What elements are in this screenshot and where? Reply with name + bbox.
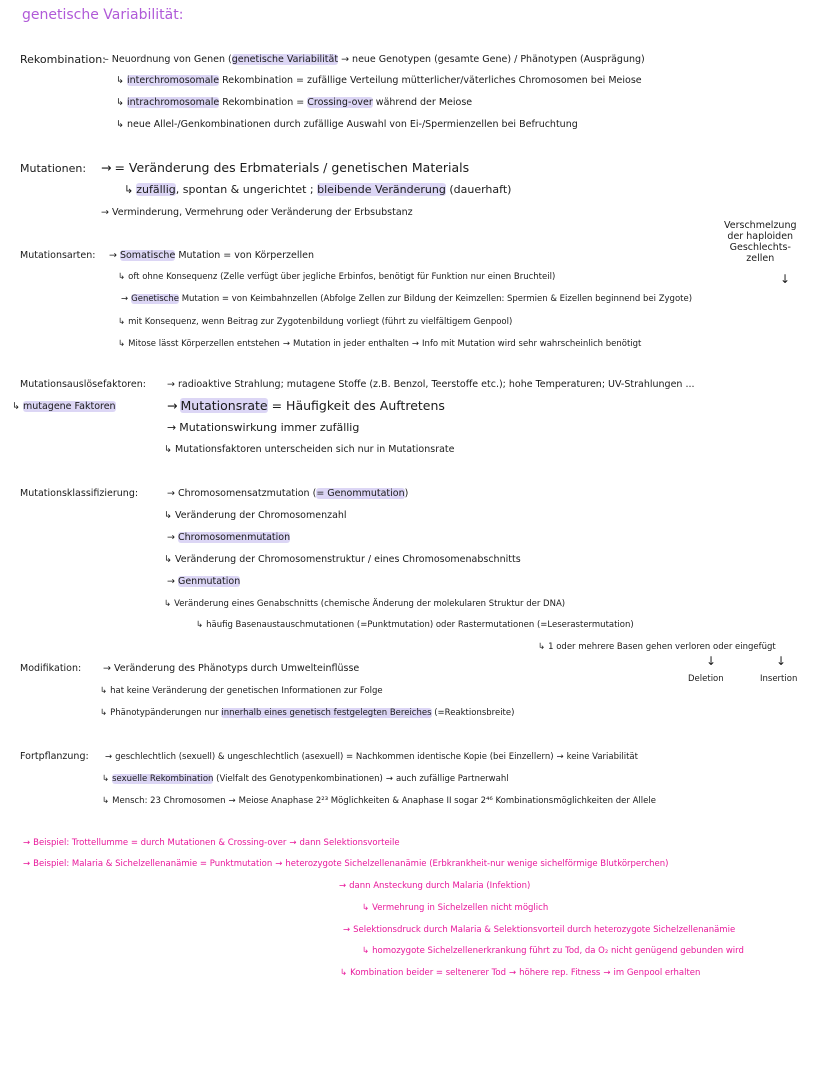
klass-line-8: ↳ 1 oder mehrere Basen gehen verloren oder eingefügt: [538, 642, 776, 652]
hook-arrow-icon: ↳: [118, 272, 126, 282]
rekombination-line-1: – Neuordnung von Genen (genetische Variabilität → neue Genotypen (gesamte Gene) / Phänotypen (Ausprägung): [104, 54, 645, 65]
hook-arrow-icon: ↳: [362, 946, 370, 956]
arrow-icon: →: [385, 774, 393, 784]
hook-arrow-icon: ↳: [116, 97, 124, 108]
arrow-icon: →: [105, 752, 113, 762]
klass-line-7: ↳ häufig Basenaustauschmutationen (=Punktmutation) oder Rastermutationen (=Leserastermutation): [196, 620, 634, 630]
fortpflanzung-line-3: ↳ Mensch: 23 Chromosomen → Meiose Anaphase 2²³ Möglichkeiten & Anaphase II sogar 2⁴⁶ Kombinationsmöglichkeiten der Allele: [102, 796, 656, 806]
arrow-icon: →: [509, 968, 517, 978]
hook-arrow-icon: ↳: [118, 317, 126, 327]
klass-line-4: ↳ Veränderung der Chromosomenstruktur / eines Chromosomenabschnitts: [164, 554, 521, 565]
hook-arrow-icon: ↳: [118, 339, 126, 349]
arrow-icon: →: [101, 207, 109, 218]
mutationen-line-3: → Verminderung, Vermehrung oder Veränderung der Erbsubstanz: [101, 207, 413, 218]
ausloese-line-3: → Mutationswirkung immer zufällig: [167, 421, 360, 434]
hook-arrow-icon: ↳: [362, 903, 370, 913]
modifikation-line-2: ↳ hat keine Veränderung der genetischen Informationen zur Folge: [100, 686, 383, 696]
arrow-icon: →: [343, 925, 351, 935]
hook-arrow-icon: ↳: [100, 686, 108, 696]
rekombination-label: Rekombination:: [20, 53, 106, 66]
beispiel-line-4: ↳ Vermehrung in Sichelzellen nicht möglich: [362, 903, 549, 913]
beispiel-1: → Beispiel: Trottellumme = durch Mutationen & Crossing-over → dann Selektionsvorteile: [23, 838, 400, 848]
klass-line-6: ↳ Veränderung eines Genabschnitts (chemische Änderung der molekularen Struktur der DNA): [164, 599, 566, 609]
rekombination-line-4: ↳ neue Allel-/Genkombinationen durch zufällige Auswahl von Ei-/Spermienzellen bei Befruchtung: [116, 119, 578, 130]
mutationsarten-line-4: ↳ mit Konsequenz, wenn Beitrag zur Zygotenbildung vorliegt (führt zu vielfältigem Genpool): [118, 317, 513, 327]
klass-line-2: ↳ Veränderung der Chromosomenzahl: [164, 510, 347, 521]
hook-arrow-icon: ↳: [164, 510, 172, 521]
hook-arrow-icon: ↳: [164, 599, 172, 609]
modifikation-label: Modifikation:: [20, 663, 82, 674]
mutationsarten-line-3: → Genetische Mutation = von Keimbahnzellen (Abfolge Zellen zur Bildung der Keimzellen: Spermien & Eizellen beginnend bei Zygote): [121, 294, 693, 304]
arrow-icon: →: [228, 796, 236, 806]
ausloese-label: Mutationsauslösefaktoren:: [20, 379, 146, 390]
arrow-icon: →: [23, 838, 31, 848]
hook-arrow-icon: ↳: [340, 968, 348, 978]
arrow-icon: →: [275, 859, 283, 869]
klass-line-1: → Chromosomensatzmutation (= Genommutation): [167, 488, 409, 499]
mutationen-line-1: → = Veränderung des Erbmaterials / genetischen Materials: [101, 160, 470, 175]
arrow-icon: →: [411, 339, 420, 349]
arrow-icon: →: [109, 250, 117, 261]
ausloese-line-1: → radioaktive Strahlung; mutagene Stoffe (z.B. Benzol, Teerstoffe etc.); hohe Temperaturen; UV-Strahlungen ...: [167, 379, 695, 390]
fortpflanzung-line-2: ↳ sexuelle Rekombination (Vielfalt des Genotypenkombinationen) → auch zufällige Partnerwahl: [102, 774, 509, 784]
hook-arrow-icon: ↳: [12, 401, 20, 412]
beispiel-2: → Beispiel: Malaria & Sichelzellenanämie = Punktmutation → heterozygote Sichelzellenanämie (Erbkrankheit-nur wenige sichelförmige Blutkörperchen): [23, 859, 669, 869]
arrow-icon: →: [121, 294, 129, 304]
hook-arrow-icon: ↳: [196, 620, 204, 630]
down-arrow-icon: ↓: [780, 272, 791, 286]
modifikation-line-3: ↳ Phänotypänderungen nur innerhalb eines genetisch festgelegten Bereiches (=Reaktionsbreite): [100, 708, 515, 718]
mutationsarten-line-2: ↳ oft ohne Konsequenz (Zelle verfügt über jegliche Erbinfos, benötigt für Funktion nur einen Bruchteil): [118, 272, 556, 282]
arrow-icon: →: [101, 160, 112, 175]
hook-arrow-icon: ↳: [100, 708, 108, 718]
ausloese-line-4: ↳ Mutationsfaktoren unterscheiden sich nur in Mutationsrate: [164, 444, 455, 455]
klass-line-5: → Genmutation: [167, 576, 241, 587]
fortpflanzung-label: Fortpflanzung:: [20, 751, 89, 762]
fortpflanzung-line-1: → geschlechtlich (sexuell) & ungeschlechtlich (asexuell) = Nachkommen identische Kopie (bei Einzellern) → keine Variabilität: [105, 752, 638, 762]
mutationsarten-line-1: → Somatische Mutation = von Körperzellen: [109, 250, 314, 261]
arrow-icon: →: [167, 398, 178, 413]
beispiel-line-5: → Selektionsdruck durch Malaria & Selektionsvorteil durch heterozygote Sichelzellenanämie: [343, 925, 736, 935]
down-arrow-icon: ↓: [706, 654, 717, 668]
rekombination-line-2: ↳ interchromosomale Rekombination = zufällige Verteilung mütterlicher/väterliches Chromosomen bei Meiose: [116, 75, 642, 86]
arrow-icon: →: [167, 421, 177, 434]
mutationen-line-2: ↳ zufällig, spontan & ungerichtet ; bleibende Veränderung (dauerhaft): [124, 183, 512, 196]
klass-label: Mutationsklassifizierung:: [20, 488, 139, 499]
klass-line-3: → Chromosomenmutation: [167, 532, 291, 543]
mutationsarten-label: Mutationsarten:: [20, 250, 96, 261]
hook-arrow-icon: ↳: [102, 796, 110, 806]
arrow-icon: →: [167, 379, 175, 390]
arrow-icon: →: [341, 54, 350, 65]
arrow-icon: →: [23, 859, 31, 869]
arrow-icon: →: [167, 532, 175, 543]
arrow-icon: →: [556, 752, 564, 762]
arrow-icon: →: [167, 576, 175, 587]
arrow-icon: →: [339, 881, 347, 891]
arrow-icon: →: [289, 838, 297, 848]
page-title: genetische Variabilität:: [22, 7, 184, 23]
insertion-label: Insertion: [760, 674, 798, 684]
hook-arrow-icon: ↳: [538, 642, 546, 652]
arrow-icon: →: [103, 663, 111, 674]
hook-arrow-icon: ↳: [116, 119, 124, 130]
down-arrow-icon: ↓: [776, 654, 787, 668]
hook-arrow-icon: ↳: [102, 774, 110, 784]
deletion-label: Deletion: [688, 674, 724, 684]
mutationsarten-line-5: ↳ Mitose lässt Körperzellen entstehen → Mutation in jeder enthalten → Info mit Mutation wird sehr wahrscheinlich benötigt: [118, 339, 642, 349]
hook-arrow-icon: ↳: [116, 75, 124, 86]
zygote-note: Verschmelzung der haploiden Geschlechts- zellen: [724, 220, 797, 264]
mutagene-faktoren: ↳ mutagene Faktoren: [12, 401, 116, 412]
arrow-icon: →: [603, 968, 611, 978]
mutationen-label: Mutationen:: [20, 162, 87, 175]
hook-arrow-icon: ↳: [164, 554, 172, 565]
arrow-icon: →: [282, 339, 290, 349]
beispiel-line-6: ↳ homozygote Sichelzellenerkrankung führt zu Tod, da O₂ nicht genügend gebunden wird: [362, 946, 744, 956]
modifikation-line-1: → Veränderung des Phänotyps durch Umwelteinflüsse: [103, 663, 360, 674]
beispiel-line-3: → dann Ansteckung durch Malaria (Infektion): [339, 881, 531, 891]
beispiel-line-7: ↳ Kombination beider = seltenerer Tod → höhere rep. Fitness → im Genpool erhalten: [340, 968, 701, 978]
ausloese-line-2: → Mutationsrate = Häufigkeit des Auftretens: [167, 398, 445, 413]
hook-arrow-icon: ↳: [164, 444, 172, 455]
arrow-icon: →: [167, 488, 175, 499]
hook-arrow-icon: ↳: [124, 183, 134, 196]
rekombination-line-3: ↳ intrachromosomale Rekombination = Crossing-over während der Meiose: [116, 97, 473, 108]
